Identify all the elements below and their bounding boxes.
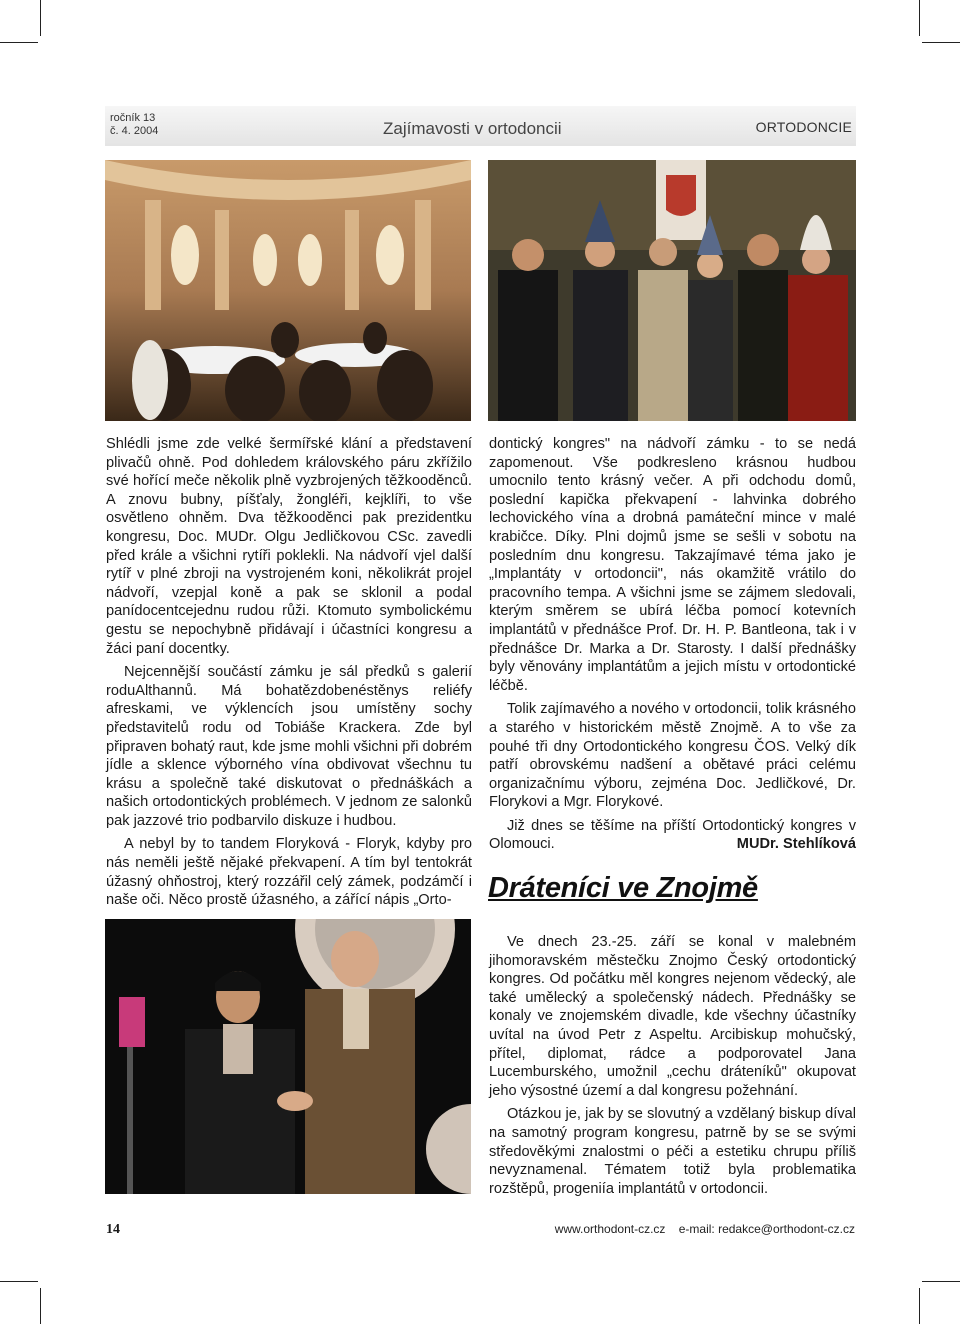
paragraph: Tolik zajímavého a nového v ortodoncii, tolik krásného a starého v historickém městě Znojmě. A to vše za pouhé tři dny Ortodontického kongresu ČOS. Velký dík patří obrovskému nadšení a obětavé práci celému organizačnímu výboru, zejména Doc. Jedličkové, Dr. Florykovi a Mgr. Florykové. — [489, 701, 856, 811]
article-two-text — [489, 933, 856, 1198]
crop-mark — [922, 42, 960, 43]
crop-mark — [922, 1281, 960, 1282]
paragraph: dontický kongres" na nádvoří zámku - to se nedá zapomenout. Vše podkresleno krásnou hudbou umocnilo tento krásný večer. A při odchodu domů, poslední kapička překvapení - lahvinka dobrého lechovického vína a drobná památeční mince v malé krabičce. Díky. Plni dojmů jsme se sešli v sobotu na posledním dnu kongresu. Takzajímavé téma jako je „Implantáty v ortodoncii", nás okamžitě vrátilo do pracovního tempa. A všichni jsme se zájmem sledovali, kterým směrem se ubírá léčba pomocí kotevních implantátů v přednášce Prof. Dr. H. P. Bantleona, tak i v přednášce Dr. Marka a Dr. Starosty. I další přednášky byly věnovány implantátům a jejich místu v ortodontické léčbě. — [489, 436, 856, 694]
left-text-column — [106, 435, 472, 910]
footer-contact: www.orthodont-cz.cz e-mail: redakce@orthodont-cz.cz — [554, 1222, 855, 1236]
issue-label: č. 4. 2004 — [110, 125, 159, 137]
paragraph: Nejcennější součástí zámku je sál předků s galerií roduAlthannů. Má bohatězdobenéstěnys reliéfy afreskami, ve výklencích jsou umístěny sochy představitelů rodu od Tobiáše Krackera. Zde byl připraven bohatý raut, kde jsme mohli všichni při dobrém jídle a sklence výborného vína obdivovat všechnu tu krásu a společně také diskutovat o přednáškách a našich ortodontických problémech. V jednom ze salonků pak jazzové trio podbarvilo diskuze i hudbou. — [106, 664, 472, 829]
article-headline: Dráteníci ve Znojmě — [488, 872, 758, 904]
paragraph — [489, 817, 856, 854]
volume-label: ročník 13 — [110, 112, 156, 124]
crop-mark — [0, 42, 38, 43]
paragraph: Shlédli jsme zde velké šermířské klání a představení plivačů ohně. Pod dohledem královského páru zkřížilo své hořící meče několik plně vyzbrojených těžkooděnců. A znovu bubny, píšťaly, žongléři, kejklíři, to vše osvětleno ohněm. Dva těžkooděnci pak prezidentku kongresu, Doc. MUDr. Olgu Jedličkovou CSc. zavedli před krále a všichni rytíři poklekli. Na nádvoří vjel další rytíř v plné zbroji na vystrojeném koni, několikrát projel nádvoří, vzepjal koně a pak se sklonil a podal panídocentcejednu rudou růži. Ktomuto symbolickému gestu se nepochybně přidávají i účastníci kongresu a žáci paní docentky. — [106, 436, 472, 657]
paragraph: Otázkou je, jak by se slovutný a vzdělaný biskup díval na samotný program kongresu, patrně by se se svými středověkými znalostmi o péči a estetiku chrupu příliš nevyznamenal. Tématem totiž byla problematika rozštěpů, progeniía implantátů v ortodoncii. — [489, 1106, 856, 1197]
page-number: 14 — [106, 1222, 120, 1237]
issue-info — [110, 112, 158, 138]
photo-banquet-hall — [105, 160, 471, 421]
crop-mark — [0, 1281, 38, 1282]
crop-mark — [40, 1288, 41, 1324]
crop-mark — [919, 0, 920, 36]
author-signature: MUDr. Stehlíková — [736, 836, 856, 853]
closing-sentence: Již dnes se těšíme na příští Ortodontický kongres v Olomouci. — [489, 817, 856, 853]
photo-handshake — [105, 919, 471, 1194]
crop-mark — [40, 0, 41, 36]
paragraph: Ve dnech 23.-25. září se konal v malebném jihomoravském městečku Znojmo Český ortodontický kongres. Od počátku měl kongres nejenom vědecký, ale také umělecký a společenský nádech. Přednášky se konaly ve znojemském divadle, kde všechny účastníky uvítal na úvod Petr z Aspeltu. Arcibiskup mohučský, přítel, diplomat, rádce a podporovatel Jana Lucemburského, umožnil „cechu dráteníků" okupovat jeho výsostné území a dal kongresu požehnání. — [489, 934, 856, 1099]
section-title: Zajímavosti v ortodoncii — [383, 119, 562, 138]
paragraph: A nebyl by to tandem Floryková - Floryk, kdyby pro nás neměli ještě nějaké překvapení. A tím byl tentokrát úžasný ohňostroj, který rozzářil celý zámek, podzámčí i naše oči. Něco prostě úžasného, a zářící nápis „Orto- — [106, 836, 472, 909]
crop-mark — [919, 1288, 920, 1324]
photo-costumed-group — [488, 160, 856, 421]
magazine-name: ORTODONCIE — [755, 119, 852, 135]
right-text-column — [489, 435, 856, 854]
